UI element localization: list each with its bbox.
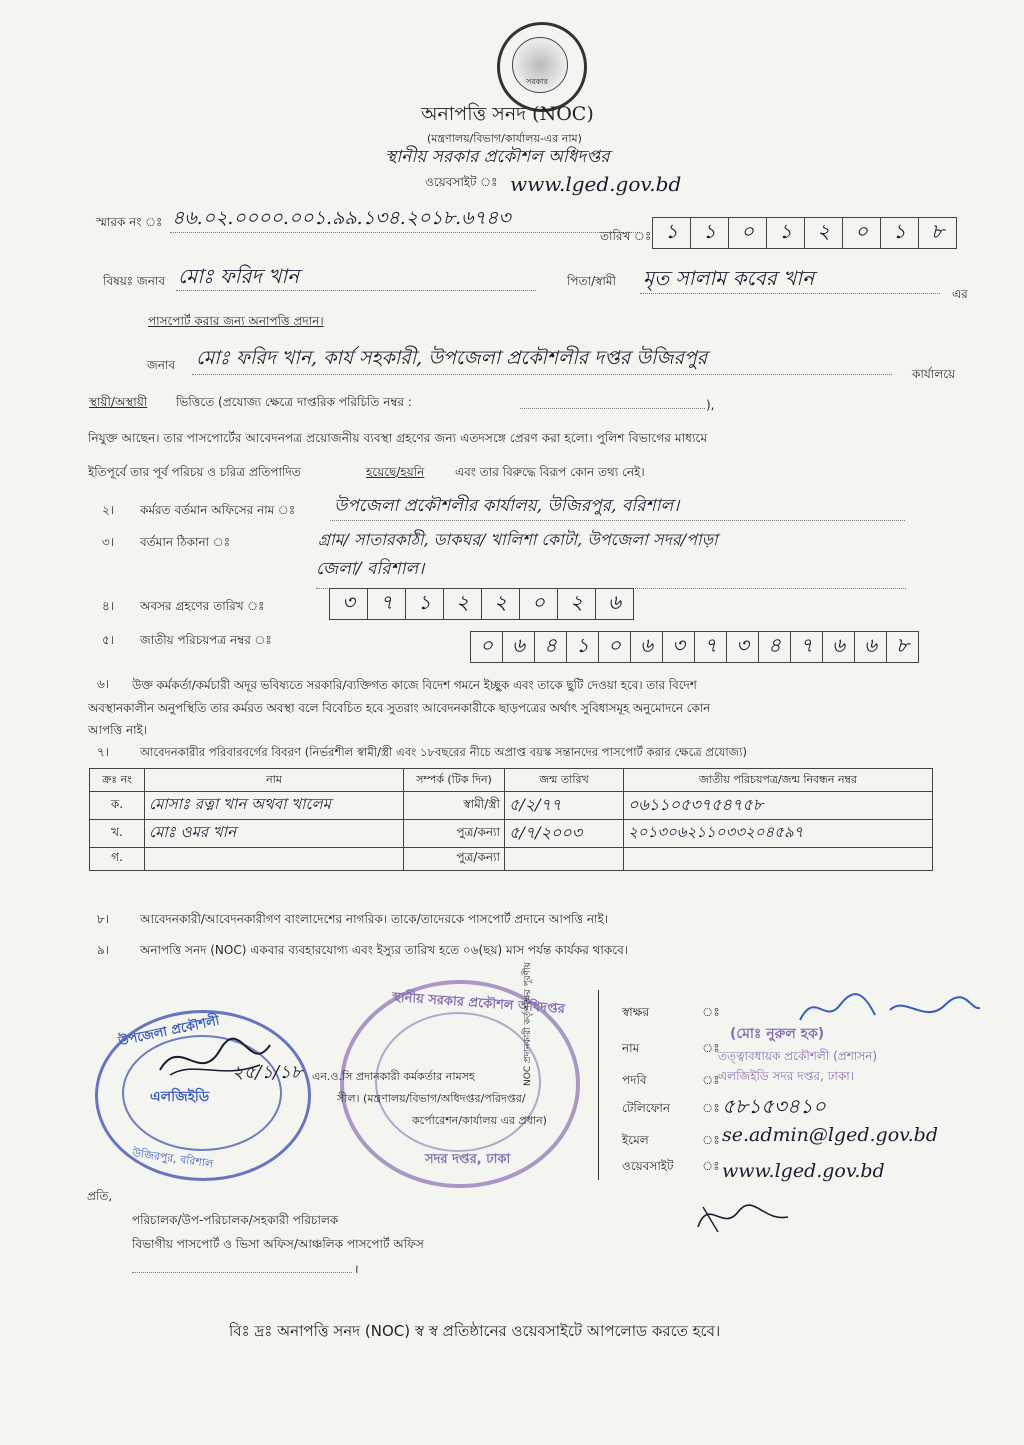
body-line2: ভিত্তিতে (প্রযোজ্য ক্ষেত্রে দাপ্তরিক পরিচিতি নম্বর : [176,395,412,409]
email-label: ইমেল [622,1133,649,1147]
row-id: ০৬১১০৫৩৭৫৪৭৫৮ [624,792,933,820]
nid-digit-box: ৮ [896,632,909,657]
subject-label: বিষয়ঃ জনাব [103,274,166,288]
seal-caption: সরকার [526,77,549,86]
item6-line2: অবস্থানকালীন অনুপস্থিতি তার কর্মরত অবস্থা বলে বিবেচিত হবে সুতরাং আবেদনকারীকে ছাড়পত্রের অর্থাৎ সুবিধাসমূহ অনুমোদনে কোন [88,701,711,715]
left-signature-icon [150,1030,280,1090]
issuer-caption-line2: সীল। (মন্ত্রণালয়/বিভাগ/অধিদপ্তর/পরিদপ্তর/ [337,1092,526,1105]
nid-digit-box: ০ [471,632,503,662]
row-name: মোঃ ওমর খান [145,820,404,848]
row-relation: পুত্র/কন্যা [404,848,505,871]
table-header-sl: ক্রঃ নং [90,769,145,792]
left-stamp-date: ২৫/১/১৮ [232,1062,303,1083]
phone-colon: ঃ [702,1101,720,1115]
item2-number: ২। [102,503,115,517]
website-value-sign: www.lged.gov.bd [722,1160,885,1182]
item4-label: অবসর গ্রহণের তারিখ ঃ [140,599,265,613]
center-seal-top-text: স্থানীয় সরকার প্রকৌশল অধিদপ্তর [391,989,566,1018]
nid-digit-box: ৬ [631,632,663,662]
footer-note: বিঃ দ্রঃ অনাপত্তি সনদ (NOC) স্ব স্ব প্রতিষ্ঠানের ওয়েবসাইটে আপলোড করতে হবে। [229,1322,721,1340]
row-name [145,848,404,871]
designation-stamp-2: এলজিইডি সদর দপ্তর, ঢাকা। [718,1069,855,1083]
phone-label: টেলিফোন [622,1101,671,1115]
nid-digit-box: ৩ [663,632,695,662]
body-line2-end: ), [706,398,715,412]
memo-value: ৪৬.০২.০০০০.০০১.৯৯.১৩৪.২০১৮.৬৭৪৩ [172,207,511,229]
initial-signature-icon [688,1192,798,1242]
sign-label: স্বাক্ষর [622,1005,650,1019]
recipient-line3-end: । [354,1262,359,1276]
name-label: নাম [622,1041,640,1055]
row-sl: ক. [90,792,145,820]
item3-number: ৩। [102,535,115,549]
date-digit-box: ১ [881,218,919,248]
email-value: se.admin@lged.gov.bd [722,1124,938,1146]
retirement-date-boxes [329,588,634,620]
item9-number: ৯। [97,943,110,957]
item4-number: ৪। [102,599,115,613]
row-dob: ৫/২/৭৭ [505,792,624,820]
item3-value-line1: গ্রাম/ সাতারকাঠী, ডাকঘর/ খালিশা কোটা, উপজেলা সদর/পাড়া [318,530,718,549]
retirement-digit-box: ২ [444,589,482,619]
item6-line1: উক্ত কর্মকর্তা/কর্মচারী অদূর ভবিষ্যতে সরকারি/ব্যক্তিগত কাজে বিদেশ গমনে ইচ্ছুক এবং তাকে ছুটি দেওয়া হবে। তার বিদেশ [132,678,697,692]
website-label: ওয়েবসাইট ঃ [425,175,498,189]
page-subtitle: (মন্ত্রণালয়/বিভাগ/কার্যালয়-এর নাম) [427,132,582,145]
item6-number: ৬। [97,677,110,691]
row-id: ২০১৩০৬২১১০৩৩২০৪৫৯৭ [624,820,933,848]
nid-digit-box: ৪ [535,632,567,662]
family-table [89,768,933,871]
designation-colon: ঃ [702,1073,720,1087]
name-stamp: (মোঃ নুরুল হক) [730,1026,825,1042]
website-label-sign: ওয়েবসাইট [622,1159,674,1173]
nid-digit-box: ৭ [695,632,727,662]
center-seal-bottom-text: সদর দপ্তর, ঢাকা [425,1152,511,1167]
ministry-name: স্থানীয় সরকার প্রকৌশল অধিদপ্তর [385,147,610,167]
subject-name: মোঃ ফরিদ খান [178,264,300,288]
recipient-prati: প্রতি, [87,1189,113,1203]
father-suffix: এর [952,287,968,301]
date-digit-box: ১ [653,218,691,248]
designation-stamp-1: তত্ত্বাবধায়ক প্রকৌশলী (প্রশাসন) [718,1049,878,1063]
body-status: স্থায়ী/অস্থায়ী [89,395,148,409]
nid-digit-box: ০ [599,632,631,662]
nid-digit-box: ৩ [727,632,759,662]
item6-line3: আপত্তি নাই। [88,723,148,737]
website-colon: ঃ [702,1159,720,1173]
sign-colon: ঃ [702,1005,720,1019]
item2-label: কর্মরত বর্তমান অফিসের নাম ঃ [140,503,296,517]
retirement-digit-box: ৩ [330,589,368,619]
date-digit-box: ১ [767,218,805,248]
row-relation: পুত্র/কন্যা [404,820,505,848]
date-digit-box: ২ [805,218,843,248]
item3-value-line2: জেলা/ বরিশাল। [316,559,425,579]
retirement-digit-box: ০ [520,589,558,619]
recipient-line1: পরিচালক/উপ-পরিচালক/সহকারী পরিচালক [132,1213,339,1227]
item8-number: ৮। [97,912,110,926]
vertical-note: NOC প্রদানকারী কর্তৃপক্ষের পূরণীয় [523,962,533,1086]
date-digit-box: ১ [691,218,729,248]
item5-label: জাতীয় পরিচয়পত্র নম্বর ঃ [140,633,272,647]
retirement-digit-box: ২ [482,589,520,619]
body-office-suffix: কার্যালয়ে [912,367,956,381]
page-title: অনাপত্তি সনদ (NOC) [421,103,594,125]
body-janab: জনাব [147,358,176,372]
retirement-digit-box: ৭ [368,589,406,619]
date-label: তারিখ ঃ [600,229,652,243]
left-stamp-mid-text: এলজিইডি [150,1089,210,1105]
item7-number: ৭। [97,745,110,759]
nid-digit-box: ৭ [791,632,823,662]
table-header-relation: সম্পর্ক (টিক দিন) [404,769,505,792]
body-line4c: এবং তার বিরুদ্ধে বিরূপ কোন তথ্য নেই। [455,465,645,479]
left-stamp-bottom-text: উজিরপুর, বরিশাল [131,1146,214,1171]
item8-text: আবেদনকারী/আবেদনকারীগণ বাংলাদেশের নাগরিক। তাকে/তাদেরকে পাসপোর্ট প্রদানে আপত্তি নাই। [140,912,609,926]
row-dob [505,848,624,871]
body-line3: নিযুক্ত আছেন। তার পাসপোর্টের আবেদনপত্র প্রয়োজনীয় ব্যবস্থা গ্রহণের জন্য এতদসঙ্গে প্রেরণ করা হলো। পুলিশ বিভাগের মাধ্যমে [88,431,708,445]
table-header-name: নাম [145,769,404,792]
phone-value: ৫৮১৫৩৪১০ [722,1094,826,1118]
item3-label: বর্তমান ঠিকানা ঃ [140,535,231,549]
row-name: মোসাঃ রত্না খান অথবা খালেম [145,792,404,820]
issuer-caption-line3: কর্পোরেশন/কার্যালয় এর প্রধান) [412,1114,547,1127]
body-line4a: ইতিপূর্বে তার পূর্ব পরিচয় ও চরিত্র প্রতিপাদিত [88,465,301,479]
nid-digit-box: ৬ [503,632,535,662]
item5-number: ৫। [102,633,115,647]
recipient-line2: বিভাগীয় পাসপোর্ট ও ভিসা অফিস/আঞ্চলিক পাসপোর্ট অফিস [132,1237,424,1251]
table-header-dob: জন্ম তারিখ [505,769,624,792]
body-line4b: হয়েছে/হয়নি [366,465,425,479]
retirement-digit-box: ৬ [607,589,621,614]
nid-digit-box: ৪ [759,632,791,662]
row-sl: খ. [90,820,145,848]
nid-digit-box: ৬ [855,632,887,662]
row-dob: ৫/৭/২০০৩ [505,820,624,848]
body-employee-line: মোঃ ফরিদ খান, কার্য সহকারী, উপজেলা প্রকৌশলীর দপ্তর উজিরপুর [196,347,708,369]
item2-value: উপজেলা প্রকৌশলীর কার্যালয়, উজিরপুর, বরিশাল। [334,496,680,516]
nid-digit-box: ১ [567,632,599,662]
father-name: মৃত সালাম কবের খান [643,266,815,290]
subject-line2: পাসপোর্ট করার জন্য অনাপত্তি প্রদান। [148,314,324,328]
father-label: পিতা/স্বামী [567,274,616,288]
item9-text: অনাপত্তি সনদ (NOC) একবার ব্যবহারযোগ্য এবং ইস্যুর তারিখ হতে ০৬(ছয়) মাস পর্যন্ত কার্যকর থাকবে। [140,943,629,957]
row-relation: স্বামী/স্ত্রী [404,792,505,820]
item7-text: আবেদনকারীর পরিবারবর্গের বিবরণ (নির্ভরশীল স্বামী/স্ত্রী এবং ১৮বছরের নীচে অপ্রাপ্ত বয়স্ক সন্তানদের পাসপোর্ট করার ক্ষেত্রে প্রযোজ্য) [140,745,748,759]
table-row [90,848,933,871]
retirement-digit-box: ১ [406,589,444,619]
row-id [624,848,933,871]
table-header-id: জাতীয় পরিচয়পত্র/জন্ম নিবন্ধন নম্বর [624,769,933,792]
date-digit-box: ০ [729,218,767,248]
website-value: www.lged.gov.bd [510,172,682,196]
name-colon: ঃ [702,1041,720,1055]
retirement-digit-box: ২ [558,589,596,619]
email-colon: ঃ [702,1133,720,1147]
date-digit-box: ০ [843,218,881,248]
table-row [90,820,933,848]
nid-digit-box: ৬ [823,632,855,662]
date-digit-box: ৮ [931,218,944,243]
row-sl: গ. [90,848,145,871]
issuer-caption-line1: এন.ও.সি প্রদানকারী কর্মকর্তার নামসহ [312,1070,475,1083]
table-row [90,792,933,820]
left-stamp-top-text: উপজেলা প্রকৌশলী [117,1013,221,1050]
designation-label: পদবি [622,1073,647,1087]
date-boxes [652,217,957,249]
nid-boxes [470,631,919,663]
memo-label: স্মারক নং ঃ [96,215,163,229]
